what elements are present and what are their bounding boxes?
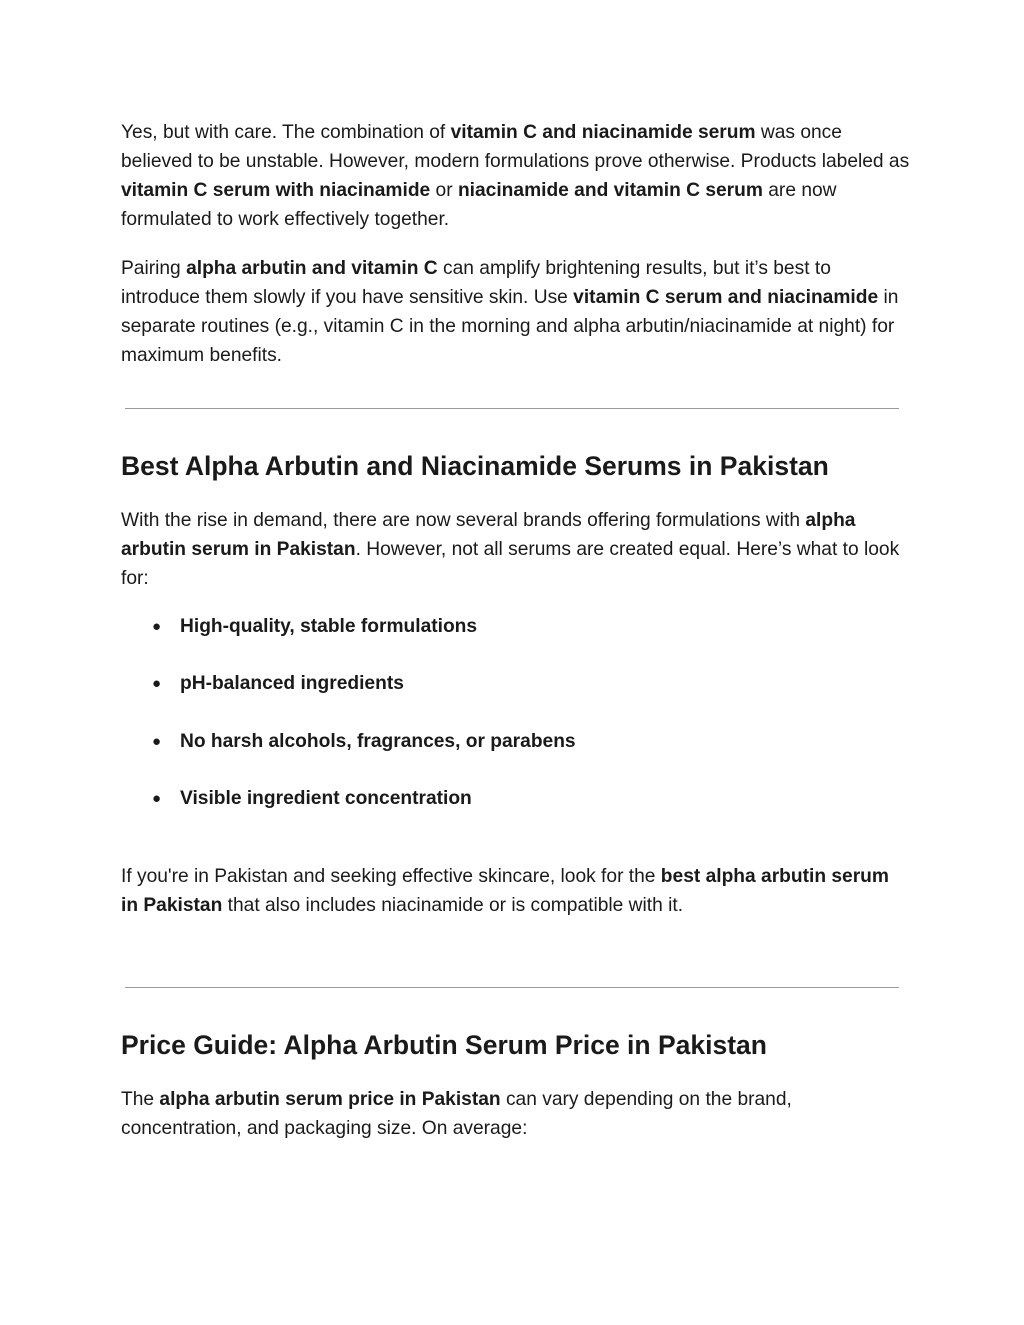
text-run: . However, not all serums are created equal. Here’s what to look for: <box>121 539 900 589</box>
bullet-icon: ● <box>152 675 162 692</box>
paragraph-section1-intro <box>121 506 911 593</box>
text-run: With the rise in demand, there are now several brands offering formulations with <box>121 510 806 531</box>
list-item <box>152 786 852 812</box>
bold-text: vitamin C serum and niacinamide <box>573 287 879 308</box>
section-heading-price-guide: Price Guide: Alpha Arbutin Serum Price in Pakistan <box>121 1030 767 1060</box>
text-run: Pairing <box>121 258 187 279</box>
bold-text: alpha arbutin serum price in Pakistan <box>159 1089 501 1110</box>
text-run: The <box>121 1089 160 1110</box>
text-run: was once believed to be unstable. However, modern formulations prove otherwise. Products labeled as <box>121 122 910 172</box>
bold-text: best alpha arbutin serum in Pakistan <box>121 866 889 916</box>
bold-text: niacinamide and vitamin C serum <box>457 180 763 201</box>
text-run: Yes, but with care. The combination of <box>121 122 451 143</box>
text-run: If you're in Pakistan and seeking effective skincare, look for the <box>121 866 661 887</box>
text-run: in separate routines (e.g., vitamin C in the morning and alpha arbutin/niacinamide at night) for maximum benefits. <box>121 287 899 366</box>
paragraph-section1-outro <box>121 862 911 920</box>
section-heading-best-serums: Best Alpha Arbutin and Niacinamide Serums in Pakistan <box>121 451 829 481</box>
text-run: can vary depending on the brand, concentration, and packaging size. On average: <box>121 1089 792 1139</box>
list-item-text: High-quality, stable formulations <box>180 616 478 637</box>
bold-text: alpha arbutin and vitamin C <box>186 258 438 279</box>
list-item-text: No harsh alcohols, fragrances, or parabens <box>180 731 576 752</box>
list-item-text: Visible ingredient concentration <box>180 788 472 809</box>
bullet-icon: ● <box>152 790 162 807</box>
text-run: are now formulated to work effectively together. <box>121 180 837 230</box>
bold-text: vitamin C serum with niacinamide <box>121 180 431 201</box>
bold-text: vitamin C and niacinamide serum <box>450 122 756 143</box>
bullet-icon: ● <box>152 618 162 635</box>
bullet-icon: ● <box>152 733 162 750</box>
horizontal-divider <box>125 987 899 988</box>
list-item-text: pH-balanced ingredients <box>180 673 404 694</box>
paragraph-alpha-arbutin-pairing <box>121 254 911 370</box>
list-item <box>152 671 852 697</box>
paragraph-vitamin-c-niacinamide <box>121 118 911 234</box>
text-run: that also includes niacinamide or is compatible with it. <box>222 895 684 916</box>
text-run: can amplify brightening results, but it’s best to introduce them slowly if you have sensitive skin. Use <box>121 258 831 308</box>
text-run: or <box>430 180 458 201</box>
paragraph-section2-intro <box>121 1085 911 1143</box>
list-item <box>152 729 852 755</box>
list-item <box>152 614 852 640</box>
horizontal-divider <box>125 408 899 409</box>
bold-text: alpha arbutin serum in Pakistan <box>121 510 856 560</box>
